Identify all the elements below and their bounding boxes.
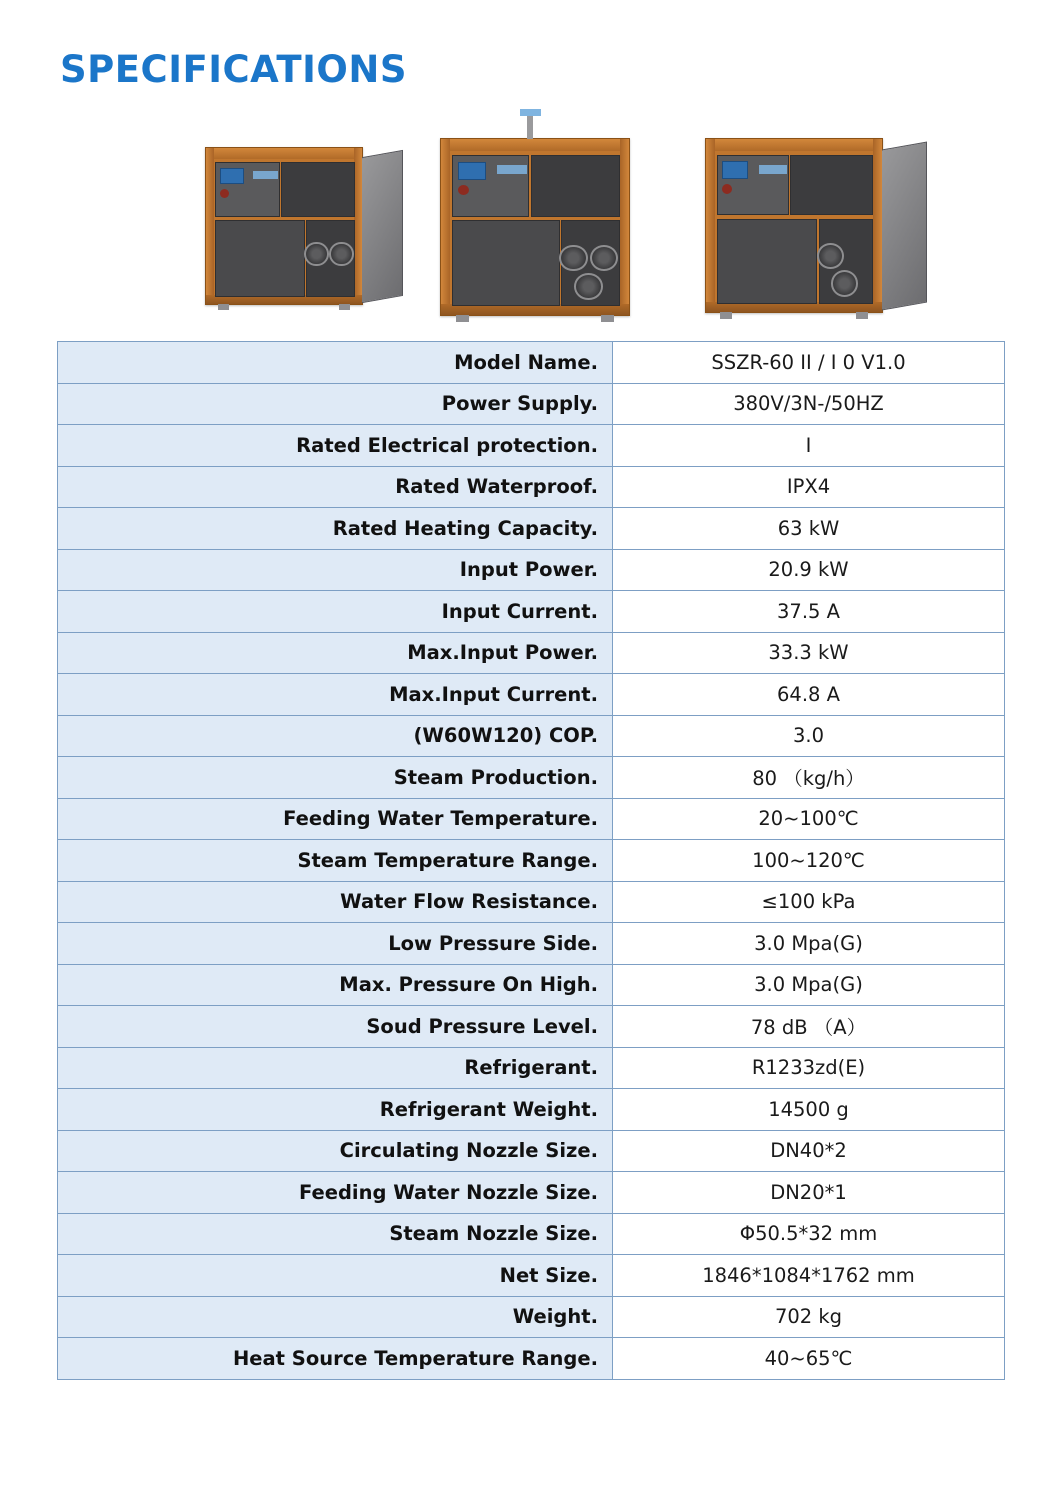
table-row	[58, 342, 1005, 384]
table-row	[58, 508, 1005, 550]
spec-label: Low Pressure Side.	[58, 923, 613, 965]
spec-value: 3.0 Mpa(G)	[613, 923, 1005, 965]
table-row	[58, 840, 1005, 882]
fan-icon	[304, 242, 328, 266]
table-row	[58, 1338, 1005, 1380]
spec-value: 702 kg	[613, 1296, 1005, 1338]
spec-value: 64.8 A	[613, 674, 1005, 716]
spec-label: Weight.	[58, 1296, 613, 1338]
fan-icon	[590, 245, 618, 272]
spec-label: Max.Input Current.	[58, 674, 613, 716]
spec-label: Water Flow Resistance.	[58, 881, 613, 923]
spec-value: 37.5 A	[613, 591, 1005, 633]
spec-value: 80 （kg/h）	[613, 757, 1005, 799]
control-display-icon	[458, 162, 486, 180]
table-row	[58, 1130, 1005, 1172]
fan-icon	[574, 273, 602, 300]
spec-label: Input Power.	[58, 549, 613, 591]
table-row	[58, 425, 1005, 467]
spec-value: 33.3 kW	[613, 632, 1005, 674]
spec-label: Soud Pressure Level.	[58, 1006, 613, 1048]
table-row	[58, 1255, 1005, 1297]
spec-value: 78 dB （A）	[613, 1006, 1005, 1048]
table-row	[58, 383, 1005, 425]
spec-label: Refrigerant.	[58, 1047, 613, 1089]
spec-label: Heat Source Temperature Range.	[58, 1338, 613, 1380]
spec-label: Rated Electrical protection.	[58, 425, 613, 467]
table-row	[58, 1089, 1005, 1131]
spec-value: 1846*1084*1762 mm	[613, 1255, 1005, 1297]
spec-value: DN40*2	[613, 1130, 1005, 1172]
spec-value: ≤100 kPa	[613, 881, 1005, 923]
table-row	[58, 591, 1005, 633]
control-display-icon	[220, 168, 244, 184]
spec-value: 14500 g	[613, 1089, 1005, 1131]
spec-label: Power Supply.	[58, 383, 613, 425]
table-row	[58, 881, 1005, 923]
spec-label: Rated Heating Capacity.	[58, 508, 613, 550]
page-title: SPECIFICATIONS	[60, 48, 407, 91]
table-row	[58, 1172, 1005, 1214]
spec-value: 3.0	[613, 715, 1005, 757]
spec-value: 20~100℃	[613, 798, 1005, 840]
spec-label: Steam Temperature Range.	[58, 840, 613, 882]
spec-value: DN20*1	[613, 1172, 1005, 1214]
spec-value: R1233zd(E)	[613, 1047, 1005, 1089]
product-image-center	[440, 138, 630, 316]
spec-label: Refrigerant Weight.	[58, 1089, 613, 1131]
spec-label: Feeding Water Temperature.	[58, 798, 613, 840]
spec-value: 3.0 Mpa(G)	[613, 964, 1005, 1006]
cabinet-icon	[705, 138, 883, 313]
fan-icon	[817, 243, 844, 269]
product-image-row	[60, 120, 1005, 325]
spec-label: Net Size.	[58, 1255, 613, 1297]
table-row	[58, 757, 1005, 799]
fan-icon	[559, 245, 587, 272]
spec-value: 380V/3N-/50HZ	[613, 383, 1005, 425]
spec-value: SSZR-60 II / I 0 V1.0	[613, 342, 1005, 384]
specifications-table	[57, 341, 1005, 1380]
table-row	[58, 798, 1005, 840]
fan-icon	[831, 270, 858, 296]
spec-value: IPX4	[613, 466, 1005, 508]
table-body	[58, 342, 1005, 1380]
table-row	[58, 674, 1005, 716]
table-row	[58, 1006, 1005, 1048]
spec-value: Φ50.5*32 mm	[613, 1213, 1005, 1255]
product-image-right	[705, 138, 883, 313]
spec-value: I	[613, 425, 1005, 467]
cabinet-icon	[440, 138, 630, 316]
control-display-icon	[722, 161, 749, 179]
table-row	[58, 549, 1005, 591]
table-row	[58, 923, 1005, 965]
spec-value: 100~120℃	[613, 840, 1005, 882]
table-row	[58, 964, 1005, 1006]
cabinet-icon	[205, 147, 363, 305]
spec-label: Steam Production.	[58, 757, 613, 799]
fan-icon	[329, 242, 353, 266]
spec-value: 63 kW	[613, 508, 1005, 550]
spec-label: (W60W120) COP.	[58, 715, 613, 757]
table-row	[58, 1213, 1005, 1255]
table-row	[58, 466, 1005, 508]
spec-label: Feeding Water Nozzle Size.	[58, 1172, 613, 1214]
spec-label: Input Current.	[58, 591, 613, 633]
spec-label: Model Name.	[58, 342, 613, 384]
table-row	[58, 1047, 1005, 1089]
spec-label: Max.Input Power.	[58, 632, 613, 674]
spec-label: Circulating Nozzle Size.	[58, 1130, 613, 1172]
product-image-left	[205, 147, 363, 305]
spec-value: 40~65℃	[613, 1338, 1005, 1380]
spec-label: Max. Pressure On High.	[58, 964, 613, 1006]
table-row	[58, 632, 1005, 674]
spec-label: Steam Nozzle Size.	[58, 1213, 613, 1255]
table-row	[58, 715, 1005, 757]
spec-label: Rated Waterproof.	[58, 466, 613, 508]
table-row	[58, 1296, 1005, 1338]
spec-value: 20.9 kW	[613, 549, 1005, 591]
